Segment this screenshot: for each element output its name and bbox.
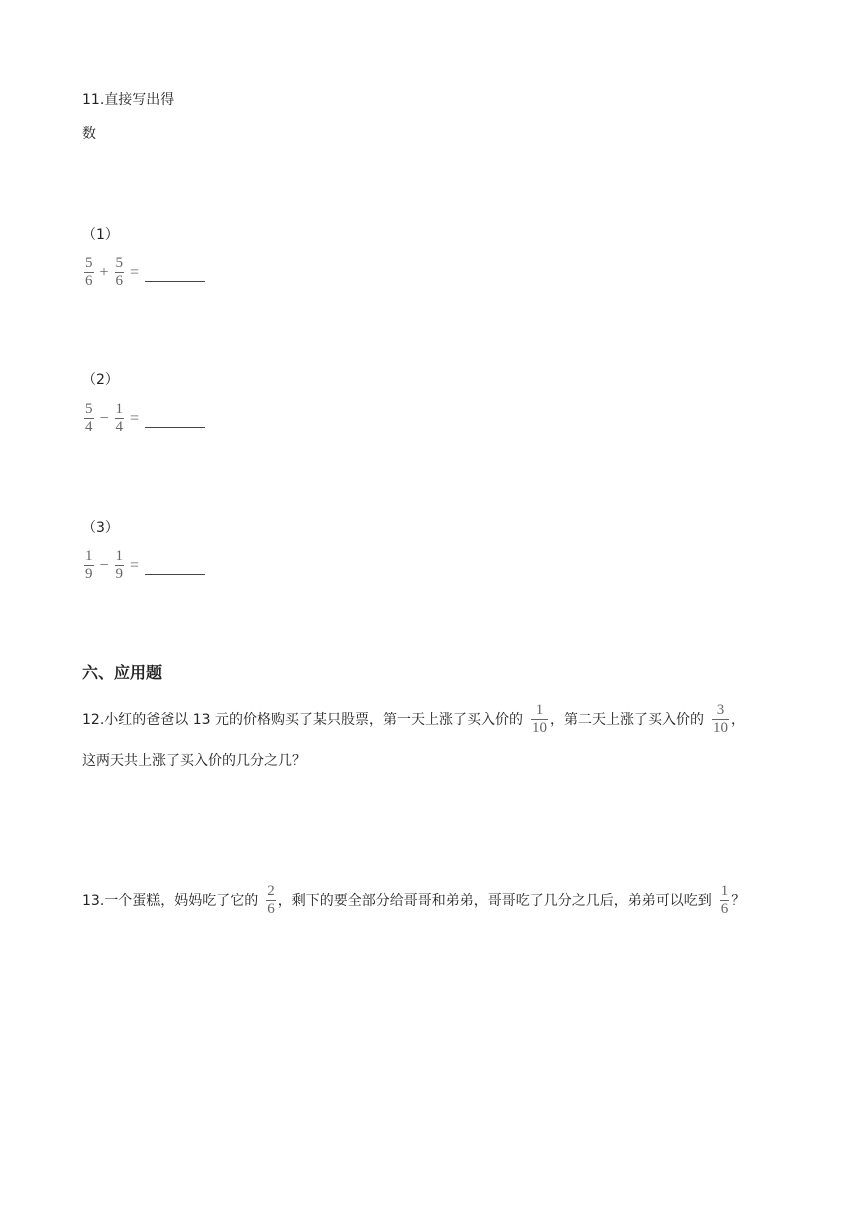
item-2-answer-blank[interactable] — [145, 413, 205, 428]
item-3-fraction-b — [115, 549, 125, 582]
fraction-numerator: 5 — [115, 255, 124, 271]
question-13-text-part-3: ？ — [731, 892, 746, 909]
section-heading: 六、应用题 — [82, 663, 163, 682]
question-13-line — [82, 884, 745, 917]
fraction-numerator: 5 — [85, 401, 93, 417]
equals-sign: = — [130, 263, 140, 281]
item-1-fraction-a — [84, 256, 94, 289]
item-1-expression — [82, 256, 205, 289]
fraction-denominator: 10 — [531, 720, 547, 736]
question-13-text-part-1: 13.一个蛋糕，妈妈吃了它的 — [82, 892, 259, 909]
fraction-numerator: 3 — [716, 702, 725, 718]
question-11-title-continued: 数 — [82, 126, 96, 142]
question-12-line-2: 这两天共上涨了买入价的几分之几？ — [82, 753, 306, 769]
operator: + — [99, 263, 109, 281]
question-12-fraction-2 — [712, 703, 729, 736]
question-12-fraction-1 — [531, 703, 548, 736]
fraction-denominator: 4 — [85, 419, 93, 435]
fraction-denominator: 4 — [115, 419, 124, 435]
fraction-denominator: 6 — [115, 273, 124, 289]
question-12-line-1 — [82, 703, 745, 736]
question-12-text-part-3: ， — [730, 711, 745, 728]
fraction-numerator: 1 — [535, 702, 544, 718]
fraction-denominator: 6 — [85, 273, 93, 289]
item-1-label: （1） — [82, 227, 119, 243]
item-1-answer-blank[interactable] — [145, 267, 205, 282]
equals-sign: = — [130, 409, 140, 427]
item-1-fraction-b — [115, 256, 125, 289]
item-3-expression — [82, 549, 205, 582]
equals-sign: = — [130, 556, 140, 574]
fraction-denominator: 6 — [267, 901, 275, 917]
fraction-denominator: 9 — [85, 566, 93, 582]
fraction-numerator: 1 — [720, 883, 729, 899]
fraction-numerator: 2 — [267, 883, 275, 899]
fraction-denominator: 10 — [712, 720, 728, 736]
item-3-label: （3） — [82, 520, 119, 536]
fraction-denominator: 6 — [720, 901, 729, 917]
fraction-numerator: 1 — [115, 548, 124, 564]
item-3-fraction-a — [84, 549, 94, 582]
item-2-expression — [82, 402, 205, 435]
item-2-fraction-a — [84, 402, 94, 435]
question-11-title: 11.直接写出得 — [82, 92, 175, 108]
item-2-fraction-b — [115, 402, 125, 435]
question-12-text-part-2: ，第二天上涨了买入价的 — [549, 711, 704, 728]
operator: − — [99, 556, 109, 574]
operator: − — [99, 409, 109, 427]
question-13-fraction-2 — [720, 884, 730, 917]
question-13-text-part-2: ，剩下的要全部分给哥哥和弟弟，哥哥吃了几分之几后，弟弟可以吃到 — [277, 892, 712, 909]
fraction-numerator: 1 — [115, 401, 124, 417]
fraction-numerator: 1 — [85, 548, 93, 564]
fraction-denominator: 9 — [115, 566, 124, 582]
item-2-label: （2） — [82, 372, 119, 388]
question-13-fraction-1 — [266, 884, 276, 917]
item-3-answer-blank[interactable] — [145, 560, 205, 575]
fraction-numerator: 5 — [85, 255, 93, 271]
question-12-text-part-1: 12.小红的爸爸以 13 元的价格购买了某只股票，第一天上涨了买入价的 — [82, 711, 523, 728]
